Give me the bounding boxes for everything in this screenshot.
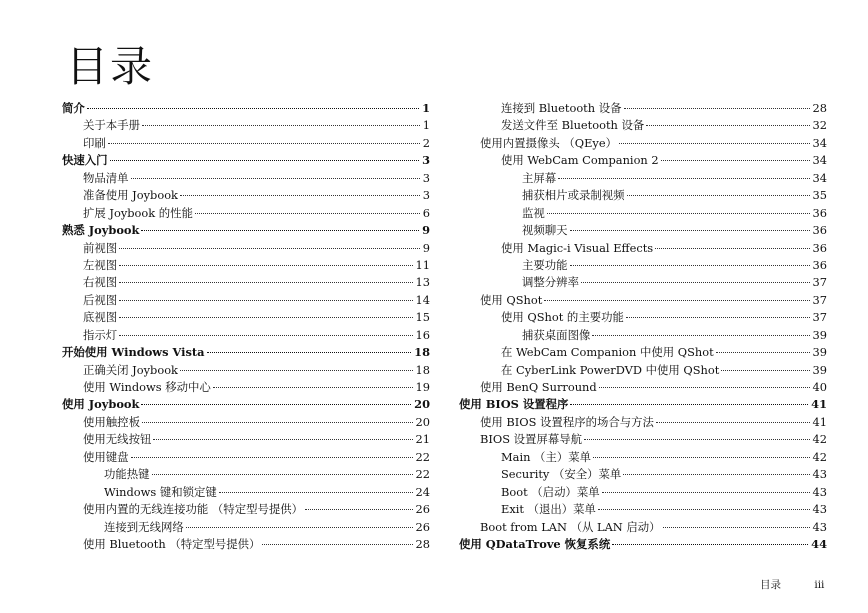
toc-dot-leader — [721, 370, 809, 371]
toc-entry-title: 后视图 — [83, 292, 118, 307]
toc-dot-leader — [207, 352, 412, 353]
toc-entry[interactable] — [459, 100, 827, 117]
toc-entry[interactable] — [459, 240, 827, 257]
toc-entry[interactable] — [459, 152, 827, 169]
toc-dot-leader — [305, 509, 412, 510]
toc-dot-leader — [195, 213, 420, 214]
toc-entry-page: 26 — [415, 502, 430, 517]
toc-entry-page: 28 — [812, 101, 827, 115]
toc-entry-title: 熟悉 Joybook — [62, 223, 140, 238]
toc-entry[interactable] — [459, 117, 827, 134]
toc-entry-page: 15 — [415, 310, 430, 325]
page-footer — [760, 577, 824, 592]
toc-entry[interactable] — [459, 327, 827, 344]
toc-entry-page: 37 — [812, 275, 827, 290]
toc-dot-leader — [544, 300, 809, 301]
toc-entry-title: 使用 BIOS 设置程序 — [459, 397, 569, 412]
toc-dot-leader — [141, 404, 411, 405]
toc-entry[interactable] — [459, 135, 827, 152]
toc-entry-page: 36 — [812, 205, 827, 220]
toc-dot-leader — [663, 527, 810, 528]
toc-entry-title: 使用 Joybook — [62, 397, 140, 412]
toc-entry[interactable] — [62, 135, 430, 152]
toc-entry-title: 功能热键 — [104, 467, 150, 482]
toc-dot-leader — [153, 439, 412, 440]
toc-entry-page: 2 — [422, 135, 430, 150]
toc-entry-page: 34 — [812, 135, 827, 150]
toc-entry-page: 22 — [415, 449, 430, 464]
toc-entry[interactable] — [459, 362, 827, 379]
toc-entry[interactable] — [459, 292, 827, 309]
toc-entry-page: 22 — [415, 467, 430, 482]
toc-dot-leader — [584, 439, 810, 440]
toc-entry[interactable] — [459, 501, 827, 518]
toc-dot-leader — [581, 282, 810, 283]
toc-entry-title: Main （主）菜单 — [501, 449, 592, 464]
toc-entry-page: 43 — [812, 519, 827, 534]
page-title: 目录 — [66, 42, 155, 91]
toc-entry[interactable] — [459, 170, 827, 187]
toc-entry[interactable] — [459, 466, 827, 483]
toc-entry-title: 使用 QShot — [480, 292, 543, 307]
toc-dot-leader — [593, 457, 809, 458]
toc-entry[interactable] — [459, 309, 827, 326]
toc-dot-leader — [716, 352, 810, 353]
toc-entry-page: 42 — [812, 432, 827, 447]
toc-entry-title: 主要功能 — [522, 257, 568, 272]
toc-entry-title: 指示灯 — [83, 327, 118, 342]
toc-dot-leader — [213, 387, 413, 388]
toc-entry-page: 21 — [415, 432, 430, 447]
toc-entry[interactable] — [62, 379, 430, 396]
toc-dot-leader — [599, 387, 810, 388]
toc-entry-page: 36 — [812, 240, 827, 255]
toc-entry-title: 左视图 — [83, 257, 118, 272]
toc-dot-leader — [661, 160, 810, 161]
toc-entry[interactable] — [459, 274, 827, 291]
toc-entry[interactable] — [62, 327, 430, 344]
toc-entry-page: 1 — [422, 101, 430, 115]
toc-entry-page: 20 — [414, 397, 430, 412]
toc-entry-title: 简介 — [62, 101, 85, 115]
toc-entry-title: 使用触控板 — [83, 414, 140, 429]
toc-entry-title: Exit （退出）菜单 — [501, 502, 596, 517]
toc-entry-page: 43 — [812, 502, 827, 517]
toc-dot-leader — [547, 213, 810, 214]
toc-entry-page: 13 — [415, 275, 430, 290]
toc-entry-title: 使用 BIOS 设置程序的场合与方法 — [480, 414, 654, 429]
toc-entry-page: 32 — [812, 118, 827, 133]
toc-dot-leader — [623, 474, 809, 475]
toc-entry[interactable] — [459, 257, 827, 274]
footer-page-number: iii — [814, 579, 825, 591]
toc-entry[interactable] — [62, 187, 430, 204]
toc-entry[interactable] — [62, 466, 430, 483]
toc-entry-title: 使用 BenQ Surround — [480, 380, 597, 394]
toc-dot-leader — [570, 265, 810, 266]
toc-entry-title: 使用内置的无线连接功能 （特定型号提供） — [83, 502, 304, 517]
toc-entry[interactable] — [62, 344, 430, 361]
toc-entry-title: 主屏幕 — [522, 170, 557, 185]
toc-entry[interactable] — [62, 274, 430, 291]
toc-dot-leader — [598, 509, 810, 510]
toc-entry-page: 37 — [812, 292, 827, 307]
toc-entry-title: Windows 键和锁定键 — [104, 484, 217, 499]
toc-entry-page: 39 — [812, 345, 827, 360]
toc-entry-title: 连接到无线网络 — [104, 519, 184, 534]
toc-entry-title: 连接到 Bluetooth 设备 — [501, 101, 622, 115]
toc-entry[interactable] — [62, 117, 430, 134]
toc-entry[interactable] — [62, 536, 430, 553]
toc-entry-title: 捕获桌面图像 — [522, 327, 591, 342]
toc-entry-title: 在 CyberLink PowerDVD 中使用 QShot — [501, 362, 720, 377]
toc-entry[interactable] — [459, 379, 827, 396]
toc-entry-title: 扩展 Joybook 的性能 — [83, 205, 193, 220]
toc-entry-page: 34 — [812, 170, 827, 185]
toc-dot-leader — [186, 527, 413, 528]
toc-entry[interactable] — [459, 187, 827, 204]
toc-entry-title: 在 WebCam Companion 中使用 QShot — [501, 345, 714, 360]
toc-entry[interactable] — [62, 240, 430, 257]
toc-dot-leader — [131, 457, 413, 458]
toc-entry[interactable] — [62, 257, 430, 274]
toc-dot-leader — [180, 195, 420, 196]
toc-entry-title: 正确关闭 Joybook — [83, 362, 178, 377]
toc-dot-leader — [119, 335, 412, 336]
toc-entry-page: 24 — [415, 484, 430, 499]
toc-dot-leader — [262, 544, 412, 545]
toc-entry[interactable] — [459, 344, 827, 361]
toc-dot-leader — [131, 178, 420, 179]
toc-entry[interactable] — [62, 519, 430, 536]
toc-entry[interactable] — [62, 292, 430, 309]
toc-entry-title: 使用 QDataTrove 恢复系统 — [459, 536, 611, 551]
toc-entry-page: 37 — [812, 310, 827, 325]
toc-entry-page: 6 — [422, 205, 430, 220]
toc-entry-title: 准备使用 Joybook — [83, 188, 178, 203]
toc-entry-page: 11 — [415, 257, 430, 272]
toc-entry-title: 开始使用 Windows Vista — [62, 345, 205, 360]
toc-dot-leader — [180, 370, 413, 371]
toc-column-right — [459, 100, 827, 553]
toc-entry-page: 35 — [812, 188, 827, 203]
toc-entry-title: 物品清单 — [83, 170, 129, 185]
toc-entry-title: 发送文件至 Bluetooth 设备 — [501, 118, 645, 133]
toc-entry-title: 监视 — [522, 205, 545, 220]
toc-entry[interactable] — [459, 484, 827, 501]
toc-entry[interactable] — [62, 362, 430, 379]
toc-entry-page: 18 — [415, 362, 430, 377]
toc-dot-leader — [119, 282, 412, 283]
toc-entry-title: 使用 QShot 的主要功能 — [501, 310, 624, 325]
toc-dot-leader — [627, 195, 810, 196]
toc-entry-title: Boot （启动）菜单 — [501, 484, 600, 499]
toc-entry-page: 34 — [812, 153, 827, 168]
toc-dot-leader — [152, 474, 413, 475]
toc-entry-title: 捕获相片或录制视频 — [522, 188, 625, 203]
toc-dot-leader — [119, 248, 420, 249]
toc-entry-title: 使用 WebCam Companion 2 — [501, 153, 659, 168]
toc-entry-page: 41 — [811, 397, 827, 412]
toc-entry-title: 印刷 — [83, 135, 106, 150]
toc-dot-leader — [592, 335, 809, 336]
toc-dot-leader — [142, 422, 413, 423]
toc-entry[interactable] — [62, 309, 430, 326]
toc-entry[interactable] — [62, 484, 430, 501]
toc-dot-leader — [110, 160, 419, 161]
toc-entry-title: 关于本手册 — [83, 118, 140, 133]
toc-entry[interactable] — [62, 501, 430, 518]
toc-entry-page: 16 — [415, 327, 430, 342]
toc-entry-page: 36 — [812, 223, 827, 238]
toc-dot-leader — [626, 317, 810, 318]
toc-entry[interactable] — [459, 536, 827, 553]
toc-entry-page: 26 — [415, 519, 430, 534]
toc-dot-leader — [656, 422, 810, 423]
toc-entry-page: 18 — [414, 345, 430, 360]
toc-entry-title: 使用 Windows 移动中心 — [83, 380, 211, 394]
toc-dot-leader — [646, 125, 809, 126]
toc-entry-page: 44 — [811, 536, 827, 551]
toc-entry-title: 使用 Magic-i Visual Effects — [501, 240, 654, 255]
toc-entry[interactable] — [62, 396, 430, 413]
toc-entry-title: 调整分辨率 — [522, 275, 579, 290]
toc-entry[interactable] — [459, 449, 827, 466]
toc-entry-title: 使用 Bluetooth （特定型号提供） — [83, 536, 261, 551]
toc-entry-page: 41 — [812, 414, 827, 429]
toc-dot-leader — [108, 143, 420, 144]
toc-entry[interactable] — [62, 222, 430, 239]
toc-entry-title: 右视图 — [83, 275, 118, 290]
toc-entry-page: 9 — [422, 223, 430, 238]
toc-entry-page: 42 — [812, 449, 827, 464]
toc-entry[interactable] — [459, 222, 827, 239]
toc-dot-leader — [142, 125, 420, 126]
toc-entry[interactable] — [459, 205, 827, 222]
toc-entry-page: 43 — [812, 484, 827, 499]
toc-dot-leader — [141, 230, 419, 231]
toc-entry-title: BIOS 设置屏幕导航 — [480, 432, 582, 447]
toc-entry-title: 使用内置摄像头 （QEye） — [480, 135, 617, 150]
toc-dot-leader — [119, 300, 412, 301]
toc-entry[interactable] — [459, 414, 827, 431]
toc-entry-page: 3 — [422, 153, 430, 168]
toc-entry[interactable] — [62, 205, 430, 222]
toc-entry-page: 39 — [812, 327, 827, 342]
toc-entry-title: 使用键盘 — [83, 449, 129, 464]
toc-entry-title: 底视图 — [83, 310, 118, 325]
toc-entry[interactable] — [62, 431, 430, 448]
toc-column-left — [62, 100, 430, 553]
toc-entry-title: 使用无线按钮 — [83, 432, 152, 447]
toc-entry[interactable] — [459, 396, 827, 413]
toc-dot-leader — [87, 108, 419, 109]
toc-dot-leader — [558, 178, 809, 179]
toc-dot-leader — [619, 143, 810, 144]
toc-entry[interactable] — [459, 519, 827, 536]
toc-entry-page: 20 — [415, 414, 430, 429]
toc-entry-title: 前视图 — [83, 240, 118, 255]
toc-entry-page: 3 — [422, 170, 430, 185]
toc-dot-leader — [655, 248, 809, 249]
toc-dot-leader — [119, 265, 412, 266]
toc-entry-page: 19 — [415, 380, 430, 394]
toc-entry[interactable] — [62, 449, 430, 466]
toc-entry-page: 1 — [422, 118, 430, 133]
toc-dot-leader — [570, 404, 808, 405]
toc-entry-title: Boot from LAN （从 LAN 启动） — [480, 519, 661, 534]
toc-entry-title: Security （安全）菜单 — [501, 467, 622, 482]
toc-dot-leader — [570, 230, 810, 231]
toc-entry-page: 28 — [415, 536, 430, 551]
toc-entry[interactable] — [459, 431, 827, 448]
toc-entry[interactable] — [62, 170, 430, 187]
toc-entry-page: 40 — [812, 380, 827, 394]
toc-entry[interactable] — [62, 100, 430, 117]
toc-dot-leader — [612, 544, 808, 545]
toc-entry[interactable] — [62, 414, 430, 431]
toc-dot-leader — [219, 492, 413, 493]
toc-entry[interactable] — [62, 152, 430, 169]
toc-entry-title: 快速入门 — [62, 153, 108, 168]
toc-entry-page: 36 — [812, 257, 827, 272]
toc-dot-leader — [624, 108, 810, 109]
toc-entry-title: 视频聊天 — [522, 223, 568, 238]
toc-entry-page: 14 — [415, 292, 430, 307]
toc-entry-page: 9 — [422, 240, 430, 255]
toc-entry-page: 43 — [812, 467, 827, 482]
footer-label: 目录 — [760, 579, 781, 591]
toc-entry-page: 39 — [812, 362, 827, 377]
toc-dot-leader — [602, 492, 810, 493]
toc-dot-leader — [119, 317, 412, 318]
toc-entry-page: 3 — [422, 188, 430, 203]
